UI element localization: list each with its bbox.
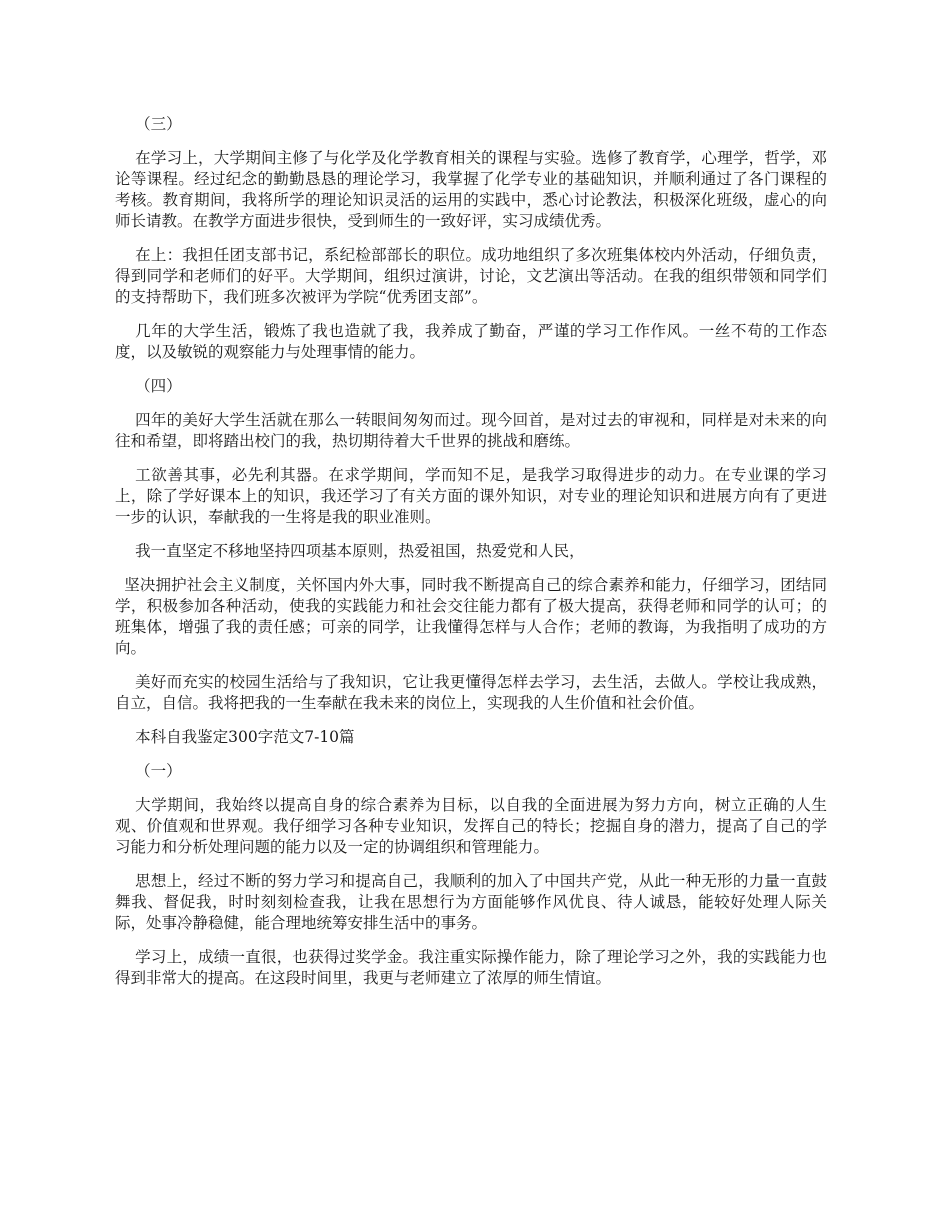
document-page <box>115 114 827 1002</box>
paragraph: 在学习上，大学期间主修了与化学及化学教育相关的课程与实验。选修了教育学，心理学，哲学，邓论等课程。经过纪念的勤勤恳恳的理论学习，我掌握了化学专业的基础知识，并顺利通过了各门课程的考核。教育期间，我将所学的理论知识灵活的运用的实践中，悉心讨论教法，积极深化班级，虚心的向师长请教。在教学方面进步很快，受到师生的一致好评，实习成绩优秀。 <box>115 149 827 230</box>
paragraph: 几年的大学生活，锻炼了我也造就了我，我养成了勤奋，严谨的学习工作作风。一丝不苟的工作态度，以及敏锐的观察能力与处理事情的能力。 <box>115 322 827 361</box>
paragraph: 在上：我担任团支部书记，系纪检部部长的职位。成功地组织了多次班集体校内外活动，仔细负责，得到同学和老师们的好平。大学期间，组织过演讲，讨论，文艺演出等活动。在我的组织带领和同学们的支持帮助下，我们班多次被评为学院“优秀团支部”。 <box>115 246 827 306</box>
paragraph: 学习上，成绩一直很，也获得过奖学金。我注重实际操作能力，除了理论学习之外，我的实践能力也得到非常大的提高。在这段时间里，我更与老师建立了浓厚的师生情谊。 <box>115 948 827 987</box>
paragraph: 美好而充实的校园生活给与了我知识，它让我更懂得怎样去学习，去生活，去做人。学校让我成熟，自立，自信。我将把我的一生奉献在我未来的岗位上，实现我的人生价值和社会价值。 <box>115 673 827 712</box>
paragraph: 坚决拥护社会主义制度，关怀国内外大事，同时我不断提高自己的综合素养和能力，仔细学习，团结同学，积极参加各种活动，使我的实践能力和社会交往能力都有了极大提高，获得老师和同学的认可；的班集体，增强了我的责任感；可亲的同学，让我懂得怎样与人合作；老师的教诲，为我指明了成功的方向。 <box>115 576 827 657</box>
paragraph: 四年的美好大学生活就在那么一转眼间匆匆而过。现今回首，是对过去的审视和，同样是对未来的向往和希望，即将踏出校门的我，热切期待着大千世界的挑战和磨练。 <box>115 411 827 450</box>
article-title: 本科自我鉴定300字范文7-10篇 <box>135 728 355 746</box>
section-heading-1: （一） <box>135 762 182 780</box>
paragraph: 思想上，经过不断的努力学习和提高自己，我顺利的加入了中国共产党，从此一种无形的力量一直鼓舞我、督促我，时时刻刻检查我，让我在思想行为方面能够作风优良、待人诚恳，能较好处理人际关际，处事冷静稳健，能合理地统筹安排生活中的事务。 <box>115 872 827 932</box>
paragraph: 我一直坚定不移地坚持四项基本原则，热爱祖国，热爱党和人民， <box>135 542 585 560</box>
section-heading-4: （四） <box>135 377 182 395</box>
section-heading-3: （三） <box>135 115 182 133</box>
paragraph: 大学期间，我始终以提高自身的综合素养为目标，以自我的全面进展为努力方向，树立正确的人生观、价值观和世界观。我仔细学习各种专业知识，发挥自己的特长；挖掘自身的潜力，提高了自己的学习能力和分析处理问题的能力以及一定的协调组织和管理能力。 <box>115 796 827 856</box>
paragraph: 工欲善其事，必先利其器。在求学期间，学而知不足，是我学习取得进步的动力。在专业课的学习上，除了学好课本上的知识，我还学习了有关方面的课外知识，对专业的理论知识和进展方向有了更进一步的认识，奉献我的一生将是我的职业准则。 <box>115 466 827 526</box>
